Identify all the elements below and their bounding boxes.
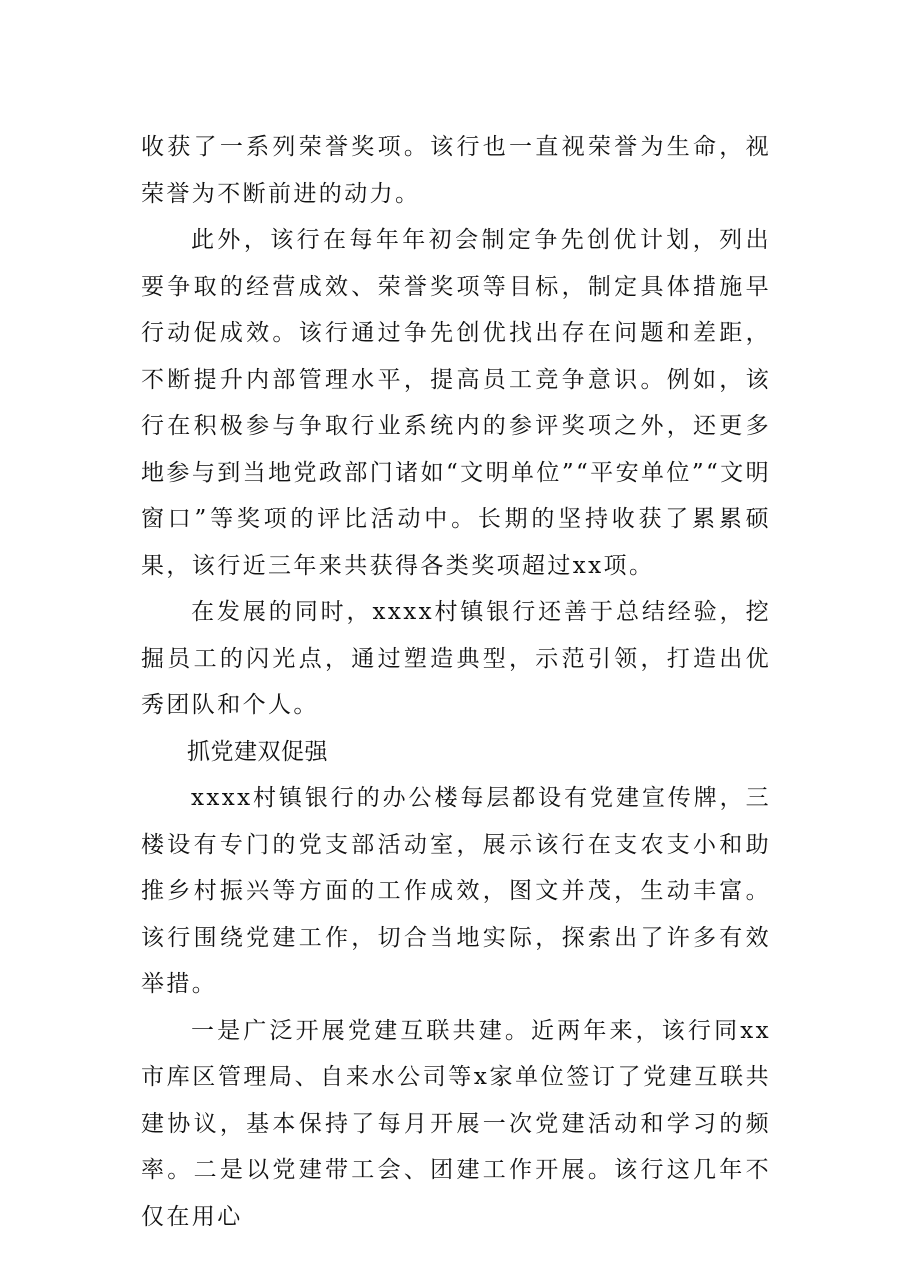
paragraph-party-building-office: xxxx村镇银行的办公楼每层都设有党建宣传牌，三楼设有专门的党支部活动室，展示该行在支农支小和助推乡村振兴等方面的工作成效，图文并茂，生动丰富。该行围绕党建工作，切合当地实际，探索出了许多有效举措。 xyxy=(141,785,771,997)
document-body xyxy=(141,124,771,1240)
section-heading: 抓党建双促强 xyxy=(187,738,328,765)
paragraph-development-experience: 在发展的同时，xxxx村镇银行还善于总结经验，挖掘员工的闪光点，通过塑造典型，示范引领，打造出优秀团队和个人。 xyxy=(141,599,771,718)
paragraph-annual-plan: 此外，该行在每年年初会制定争先创优计划，列出要争取的经营成效、荣誉奖项等目标，制定具体措施早行动促成效。该行通过争先创优找出存在问题和差距，不断提升内部管理水平，提高员工竞争意识。例如，该行在积极参与争取行业系统内的参评奖项之外，还更多地参与到当地党政部门诸如“文明单位”“平安单位”“文明窗口”等奖项的评比活动中。长期的坚持收获了累累硕果，该行近三年来共获得各类奖项超过xx项。 xyxy=(141,227,771,579)
paragraph-party-building-cooperation: 一是广泛开展党建互联共建。近两年来，该行同xx市库区管理局、自来水公司等x家单位签订了党建互联共建协议，基本保持了每月开展一次党建活动和学习的频率。二是以党建带工会、团建工作开展。该行这几年不仅在用心 xyxy=(141,1017,771,1230)
paragraph-honors-continued: 收获了一系列荣誉奖项。该行也一直视荣誉为生命，视荣誉为不断前进的动力。 xyxy=(141,134,771,207)
